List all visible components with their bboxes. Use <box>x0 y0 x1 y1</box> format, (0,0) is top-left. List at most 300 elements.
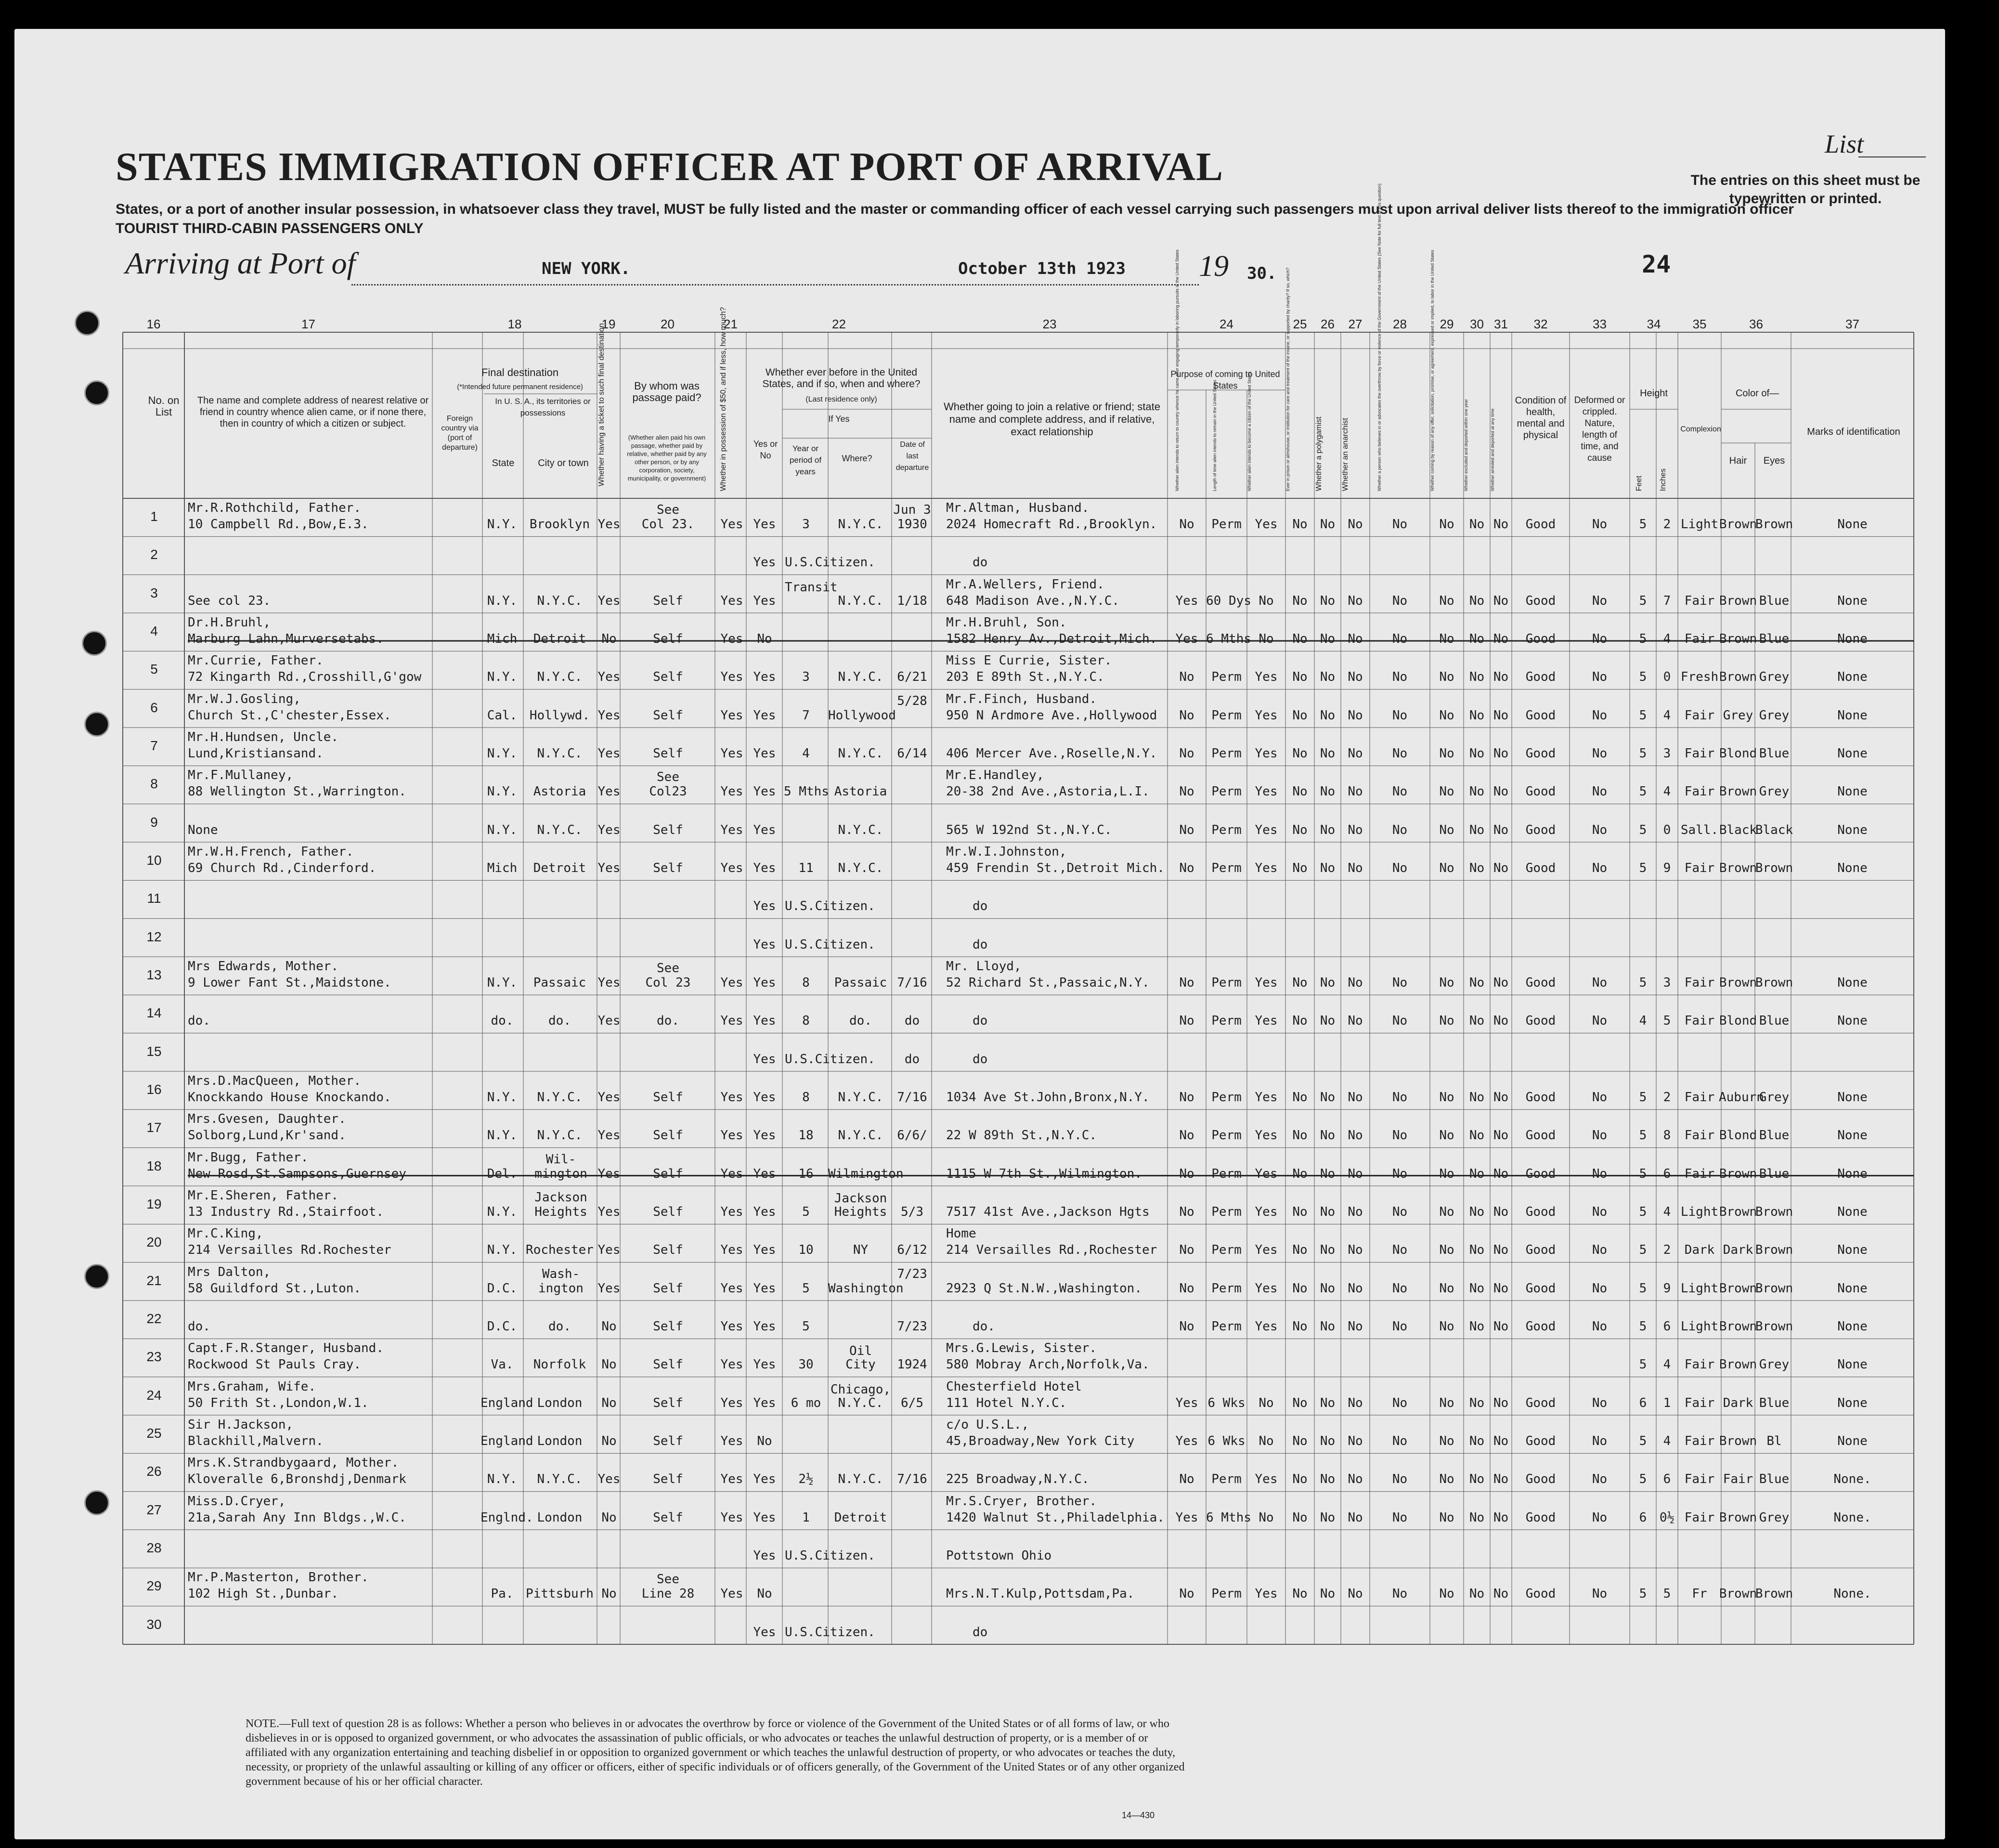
where-in-us: N.Y.C. <box>838 746 883 761</box>
join-address: 1115 W 7th St.,Wilmington. <box>946 1166 1142 1181</box>
height-feet: 5 <box>1639 1357 1647 1372</box>
height-inches: 4 <box>1663 632 1671 646</box>
destination-city: Heights <box>534 1205 587 1219</box>
hair-color: Blond <box>1719 746 1757 761</box>
destination-state: N.Y. <box>487 517 518 532</box>
identification-marks: None <box>1837 746 1868 761</box>
anarchist-answer: No <box>1348 1587 1363 1601</box>
prison-answer: No <box>1292 861 1308 875</box>
height-inches: 0½ <box>1659 1510 1675 1525</box>
join-contact: Mr.A.Wellers, Friend. <box>946 577 1104 592</box>
length-of-stay: 6 Wks <box>1207 1434 1246 1448</box>
ticket-answer: Yes <box>597 861 621 875</box>
length-of-stay: Perm <box>1211 517 1242 532</box>
complexion: Fair <box>1684 1434 1715 1448</box>
row-number: 7 <box>150 738 158 753</box>
prison-answer: No <box>1292 822 1308 837</box>
length-of-stay: Perm <box>1211 1587 1242 1601</box>
question-28-answer: No <box>1392 1166 1408 1181</box>
destination-city: N.Y.C. <box>537 746 583 761</box>
intends-return: No <box>1179 1587 1194 1601</box>
passage-paid: Col 23 <box>645 976 691 990</box>
destination-city: London <box>537 1510 583 1525</box>
where-in-us: N.Y.C. <box>838 593 883 608</box>
join-address: 950 N Ardmore Ave.,Hollywood <box>946 708 1157 723</box>
hair-color: Brown <box>1719 1319 1757 1334</box>
height-feet: 5 <box>1639 1090 1647 1105</box>
relative-address: Church St.,C'chester,Essex. <box>188 708 391 723</box>
join-contact: Mr.S.Cryer, Brother. <box>946 1494 1097 1509</box>
years-in-us: 1 <box>802 1510 810 1525</box>
possession-50: Yes <box>720 1357 743 1372</box>
relative-name: Mrs Edwards, Mother. <box>188 959 339 974</box>
departure-date: 6/12 <box>897 1243 927 1258</box>
years-in-us: 8 <box>802 1090 810 1105</box>
passage-paid: Self <box>653 1128 683 1143</box>
table-grid <box>14 29 1945 1839</box>
where-in-us: Hollywood <box>828 708 896 723</box>
eye-color: Brown <box>1755 1205 1793 1219</box>
possession-50: Yes <box>720 1128 743 1143</box>
health-condition: Good <box>1525 1395 1556 1410</box>
height-inches: 5 <box>1663 1014 1671 1028</box>
destination-city: N.Y.C. <box>537 670 583 685</box>
header-final-destination-note: (*Intended future permanent residence) <box>457 383 583 391</box>
anarchist-answer: No <box>1348 593 1363 608</box>
header-offer-labor: Whether coming by reason of any offer, solicitation, promise, or agreement, expressed or implied, to labor in the United States <box>1430 249 1435 491</box>
years-in-us: 18 <box>798 1128 814 1143</box>
health-condition: Good <box>1525 1205 1556 1219</box>
arriving-label: Arriving at Port of <box>125 246 356 280</box>
list-number: 24 <box>1642 250 1671 278</box>
excluded-answer: No <box>1469 976 1485 990</box>
ever-before: Yes <box>753 1243 776 1258</box>
destination-state: do. <box>491 1014 514 1028</box>
deported-answer: No <box>1493 976 1509 990</box>
length-of-stay: 60 Dys <box>1206 593 1251 608</box>
deported-answer: No <box>1493 1587 1509 1601</box>
polygamist-answer: No <box>1320 670 1336 685</box>
join-contact: Mr.Altman, Husband. <box>946 501 1090 515</box>
excluded-answer: No <box>1469 1243 1485 1258</box>
eye-color: Brown <box>1755 1319 1793 1334</box>
complexion: Fair <box>1684 1128 1715 1143</box>
relative-address: 69 Church Rd.,Cinderford. <box>188 861 376 875</box>
excluded-answer: No <box>1469 632 1485 646</box>
destination-city: Brooklyn <box>529 517 590 532</box>
where-in-us: Detroit <box>834 1510 887 1525</box>
intends-citizen: Yes <box>1255 1243 1278 1258</box>
relative-address: 10 Campbell Rd.,Bow,E.3. <box>188 517 369 532</box>
header-in-usa: In U. S. A., its territories or possessions <box>495 397 591 417</box>
header-excluded: Whether excluded and deported within one year <box>1464 399 1468 491</box>
header-years: Year or period of years <box>789 444 822 476</box>
join-address: 2923 Q St.N.W.,Washington. <box>946 1281 1142 1296</box>
ever-before: Yes <box>753 861 776 875</box>
height-inches: 6 <box>1663 1472 1671 1487</box>
complexion: Dark <box>1684 1243 1715 1258</box>
polygamist-answer: No <box>1320 1281 1336 1296</box>
column-number-29: 29 <box>1440 317 1454 331</box>
hair-color: Brown <box>1719 517 1757 532</box>
question-28-answer: No <box>1392 1472 1408 1487</box>
question-28-answer: No <box>1392 746 1408 761</box>
destination-state: Englnd. <box>480 1510 533 1525</box>
height-inches: 6 <box>1663 1166 1671 1181</box>
years-in-us: 5 Mths <box>784 784 829 799</box>
question-28-answer: No <box>1392 1014 1408 1028</box>
complexion: Light <box>1680 1319 1719 1334</box>
join-contact: Mr.H.Bruhl, Son. <box>946 615 1067 630</box>
excluded-answer: No <box>1469 1510 1485 1525</box>
anarchist-answer: No <box>1348 1090 1363 1105</box>
row-number: 16 <box>146 1082 162 1097</box>
offer-labor-answer: No <box>1439 746 1454 761</box>
hair-color: Brown <box>1719 784 1757 799</box>
eye-color: Brown <box>1755 861 1793 875</box>
row-number: 1 <box>150 509 158 524</box>
hair-color: Brown <box>1719 1587 1757 1601</box>
intends-return: No <box>1179 1281 1194 1296</box>
eye-color: Grey <box>1759 670 1790 685</box>
length-of-stay: Perm <box>1211 1472 1242 1487</box>
length-of-stay: Perm <box>1211 1205 1242 1219</box>
header-complexion: Complexion <box>1680 425 1721 433</box>
possession-50: Yes <box>720 1510 743 1525</box>
offer-labor-answer: No <box>1439 861 1454 875</box>
join-contact: Mr.W.I.Johnston, <box>946 845 1067 859</box>
height-feet: 5 <box>1639 632 1647 646</box>
binder-hole <box>84 380 109 405</box>
years-in-us: 8 <box>802 1014 810 1028</box>
join-address: do <box>973 1052 988 1067</box>
health-condition: Good <box>1525 1281 1556 1296</box>
deformed-answer: No <box>1592 1319 1608 1334</box>
eye-color: Blue <box>1759 1128 1790 1143</box>
ever-before: Yes <box>753 1549 776 1563</box>
years-in-us: 11 <box>798 861 814 875</box>
where-in-us: N.Y.C. <box>838 1090 883 1105</box>
anarchist-answer: No <box>1348 976 1363 990</box>
join-address: 648 Madison Ave.,N.Y.C. <box>946 593 1120 608</box>
departure-date: 1924 <box>897 1357 927 1372</box>
header-prison: Ever in prison or almshouse, or institution for care and treatment of the insane, or supported by charity? If so, which? <box>1285 267 1290 491</box>
deformed-answer: No <box>1592 1472 1608 1487</box>
offer-labor-answer: No <box>1439 593 1454 608</box>
complexion: Fr <box>1692 1587 1707 1601</box>
header-last-residence: (Last residence only) <box>805 395 877 403</box>
deported-answer: No <box>1493 1472 1509 1487</box>
prison-answer: No <box>1292 976 1308 990</box>
hair-color: Dark <box>1723 1395 1753 1410</box>
deported-answer: No <box>1493 822 1509 837</box>
join-contact: Mr.F.Finch, Husband. <box>946 691 1097 706</box>
health-condition: Good <box>1525 1587 1556 1601</box>
ever-before: Yes <box>753 937 776 952</box>
relative-address: 214 Versailles Rd.Rochester <box>188 1243 391 1258</box>
intends-citizen: No <box>1259 1434 1274 1448</box>
ticket-answer: Yes <box>597 1205 621 1219</box>
height-feet: 5 <box>1639 746 1647 761</box>
join-address: do <box>973 899 988 914</box>
row-number: 26 <box>146 1464 162 1479</box>
anarchist-answer: No <box>1348 1166 1363 1181</box>
deported-answer: No <box>1493 632 1509 646</box>
row-number: 6 <box>150 700 158 715</box>
complexion: Fair <box>1684 1090 1715 1105</box>
destination-state: N.Y. <box>487 784 518 799</box>
ticket-answer: Yes <box>597 1128 621 1143</box>
offer-labor-answer: No <box>1439 784 1454 799</box>
health-condition: Good <box>1525 822 1556 837</box>
destination-city: Detroit <box>533 632 586 646</box>
question-28-answer: No <box>1392 1319 1408 1334</box>
header-feet: Feet <box>1635 475 1643 491</box>
possession-50: Yes <box>720 976 743 990</box>
length-of-stay: 6 Mths <box>1206 1510 1251 1525</box>
hair-color: Brown <box>1719 861 1757 875</box>
question-28-answer: No <box>1392 1128 1408 1143</box>
intends-return: No <box>1179 822 1194 837</box>
relative-name: Mr.F.Mullaney, <box>188 768 294 783</box>
destination-city: N.Y.C. <box>537 1090 583 1105</box>
relative-name: Miss.D.Cryer, <box>188 1494 286 1509</box>
health-condition: Good <box>1525 746 1556 761</box>
row-number: 17 <box>146 1120 162 1135</box>
join-address: do <box>973 1014 988 1028</box>
column-number-31: 31 <box>1494 317 1508 331</box>
relative-name: Mrs.K.Strandbygaard, Mother. <box>188 1456 399 1471</box>
header-polygamist: Whether a polygamist <box>1315 416 1323 491</box>
offer-labor-answer: No <box>1439 1205 1454 1219</box>
arrival-port: NEW YORK. <box>542 259 631 278</box>
row-number: 27 <box>146 1502 162 1517</box>
eye-color: Blue <box>1759 1395 1790 1410</box>
question-28-answer: No <box>1392 784 1408 799</box>
list-label: List <box>1825 130 1864 158</box>
destination-state: England <box>480 1395 533 1410</box>
passage-paid: Self <box>653 1090 683 1105</box>
possession-50: Yes <box>720 1014 743 1028</box>
destination-state: Cal. <box>487 708 518 723</box>
where-in-us: Passaic <box>834 976 887 990</box>
length-of-stay: Perm <box>1211 822 1242 837</box>
relative-name: Mr.H.Hundsen, Uncle. <box>188 730 339 744</box>
hair-color: Brown <box>1719 976 1757 990</box>
destination-state: N.Y. <box>487 1472 518 1487</box>
anarchist-answer: No <box>1348 517 1363 532</box>
excluded-answer: No <box>1469 1319 1485 1334</box>
health-condition: Good <box>1525 1510 1556 1525</box>
complexion: Fair <box>1684 1472 1715 1487</box>
question-28-answer: No <box>1392 822 1408 837</box>
deported-answer: No <box>1493 1281 1509 1296</box>
eye-color: Grey <box>1759 784 1790 799</box>
relative-address: Knockkando House Knockando. <box>188 1090 391 1105</box>
ever-before: Yes <box>753 1319 776 1334</box>
offer-labor-answer: No <box>1439 1319 1454 1334</box>
join-contact: c/o U.S.L., <box>946 1418 1029 1432</box>
join-address: do <box>973 937 988 952</box>
complexion: Fair <box>1684 746 1715 761</box>
identification-marks: None <box>1837 708 1868 723</box>
height-feet: 5 <box>1639 1243 1647 1258</box>
header-no-on-list: No. on List <box>148 394 180 418</box>
height-inches: 2 <box>1663 1243 1671 1258</box>
deformed-answer: No <box>1592 517 1608 532</box>
passage-paid: Self <box>653 822 683 837</box>
identification-marks: None <box>1837 517 1868 532</box>
departure-date: 1/18 <box>897 593 927 608</box>
complexion: Fair <box>1684 1014 1715 1028</box>
eye-color: Blue <box>1759 632 1790 646</box>
anarchist-answer: No <box>1348 632 1363 646</box>
identification-marks: None <box>1837 1395 1868 1410</box>
ever-before: Yes <box>753 899 776 914</box>
intends-return: No <box>1179 1090 1194 1105</box>
offer-labor-answer: No <box>1439 708 1454 723</box>
intends-citizen: Yes <box>1255 708 1278 723</box>
height-feet: 5 <box>1639 861 1647 875</box>
destination-state: N.Y. <box>487 1128 518 1143</box>
deformed-answer: No <box>1592 1166 1608 1181</box>
row-number: 8 <box>150 776 158 792</box>
identification-marks: None <box>1837 1357 1868 1372</box>
relative-address: 13 Industry Rd.,Stairfoot. <box>188 1205 384 1219</box>
ever-before: Yes <box>753 517 776 532</box>
column-number-16: 16 <box>146 317 161 331</box>
join-address: Mrs.N.T.Kulp,Pottsdam,Pa. <box>946 1587 1135 1601</box>
row-number: 15 <box>146 1043 162 1059</box>
where-in-us: Chicago, <box>830 1382 891 1397</box>
header-nearest-relative: The name and complete address of nearest relative or friend in country whence alien came, or if none there, then in country of which a citizen or subject. <box>197 395 429 429</box>
prison-answer: No <box>1292 1587 1308 1601</box>
deported-answer: No <box>1493 1510 1509 1525</box>
identification-marks: None <box>1837 670 1868 685</box>
height-inches: 1 <box>1663 1395 1671 1410</box>
typing-instructions: The entries on this sheet must be typewritten or printed. <box>1690 172 1921 207</box>
relative-address: New Rosd,St.Sampsons,Guernsey <box>188 1166 406 1181</box>
header-deported: Whether arrested and deported at any time <box>1490 408 1495 491</box>
destination-state: N.Y. <box>487 976 518 990</box>
excluded-answer: No <box>1469 1166 1485 1181</box>
ever-before: Yes <box>753 1014 776 1028</box>
height-feet: 6 <box>1639 1510 1647 1525</box>
row-number: 10 <box>146 853 162 868</box>
identification-marks: None <box>1837 1014 1868 1028</box>
join-contact: Home <box>946 1226 976 1241</box>
deported-answer: No <box>1493 746 1509 761</box>
row-number: 2 <box>150 547 158 562</box>
height-inches: 3 <box>1663 976 1671 990</box>
where-in-us: Heights <box>834 1205 887 1219</box>
possession-50: Yes <box>720 1243 743 1258</box>
relative-name: Mrs.Gvesen, Daughter. <box>188 1112 346 1127</box>
ever-before: Yes <box>753 1128 776 1143</box>
join-address: 7517 41st Ave.,Jackson Hgts <box>946 1205 1150 1219</box>
passage-paid: Self <box>653 593 683 608</box>
deformed-answer: No <box>1592 593 1608 608</box>
polygamist-answer: No <box>1320 1166 1336 1181</box>
departure-date: 6/14 <box>897 746 927 761</box>
form-intro: States, or a port of another insular possession, in whatsoever class they travel, MUST be fully listed and the master or commanding officer of each vessel carrying such passengers must upon arrival deliver lists thereof to the immigration officer <box>116 201 1794 217</box>
manifest-sheet <box>14 29 1945 1839</box>
intends-citizen: Yes <box>1255 976 1278 990</box>
relative-address: do. <box>188 1319 210 1334</box>
years-in-us: Transit <box>785 580 838 595</box>
join-address: 203 E 89th St.,N.Y.C. <box>946 670 1104 685</box>
intends-citizen: Yes <box>1255 1281 1278 1296</box>
prison-answer: No <box>1292 670 1308 685</box>
polygamist-answer: No <box>1320 822 1336 837</box>
years-in-us: 5 <box>802 1319 810 1334</box>
ticket-answer: Yes <box>597 1166 621 1181</box>
possession-50: Yes <box>720 593 743 608</box>
join-contact: Mrs.G.Lewis, Sister. <box>946 1341 1097 1356</box>
length-of-stay: Perm <box>1211 670 1242 685</box>
health-condition: Good <box>1525 1243 1556 1258</box>
deported-answer: No <box>1493 1319 1509 1334</box>
height-feet: 5 <box>1639 1128 1647 1143</box>
column-number-36: 36 <box>1749 317 1763 331</box>
height-feet: 6 <box>1639 1395 1647 1410</box>
deported-answer: No <box>1493 1128 1509 1143</box>
header-foreign-country: Foreign country via (port of departure) <box>441 415 479 452</box>
height-feet: 5 <box>1639 1472 1647 1487</box>
complexion: Fair <box>1684 708 1715 723</box>
intends-citizen: No <box>1259 1510 1274 1525</box>
arrival-date: October 13th 1923 <box>958 259 1126 278</box>
identification-marks: None <box>1837 1090 1868 1105</box>
polygamist-answer: No <box>1320 1434 1336 1448</box>
anarchist-answer: No <box>1348 1128 1363 1143</box>
relative-address: 72 Kingarth Rd.,Crosshill,G'gow <box>188 670 422 685</box>
deformed-answer: No <box>1592 861 1608 875</box>
eye-color: Grey <box>1759 708 1790 723</box>
ever-before: Yes <box>753 1510 776 1525</box>
length-of-stay: Perm <box>1211 1090 1242 1105</box>
question-28-answer: No <box>1392 1434 1408 1448</box>
identification-marks: None. <box>1833 1587 1871 1601</box>
possession-50: Yes <box>720 1587 743 1601</box>
identification-marks: None <box>1837 593 1868 608</box>
deported-answer: No <box>1493 1205 1509 1219</box>
join-address: do <box>973 1625 988 1640</box>
eye-color: Blue <box>1759 593 1790 608</box>
height-feet: 5 <box>1639 976 1647 990</box>
ticket-answer: No <box>601 1434 617 1448</box>
form-subtitle: TOURIST THIRD-CABIN PASSENGERS ONLY <box>116 221 424 236</box>
intends-return: No <box>1179 746 1194 761</box>
header-date-departure: Date of last departure <box>896 441 929 472</box>
ticket-answer: No <box>601 1510 617 1525</box>
column-number-22: 22 <box>832 317 846 331</box>
intends-citizen: Yes <box>1255 861 1278 875</box>
deported-answer: No <box>1493 593 1509 608</box>
column-number-21: 21 <box>724 317 738 331</box>
deformed-answer: No <box>1592 1281 1608 1296</box>
ever-before: Yes <box>753 1205 776 1219</box>
hair-color: Brown <box>1719 1281 1757 1296</box>
anarchist-answer: No <box>1348 1434 1363 1448</box>
where-in-us: Wilmington <box>828 1166 904 1181</box>
passage-paid: Self <box>653 1357 683 1372</box>
header-health: Condition of health, mental and physical <box>1515 395 1567 441</box>
header-deformed: Deformed or crippled. Nature, length of time, and cause <box>1574 395 1625 463</box>
complexion: Light <box>1680 1281 1719 1296</box>
column-number-18: 18 <box>507 317 522 331</box>
possession-50: Yes <box>720 822 743 837</box>
